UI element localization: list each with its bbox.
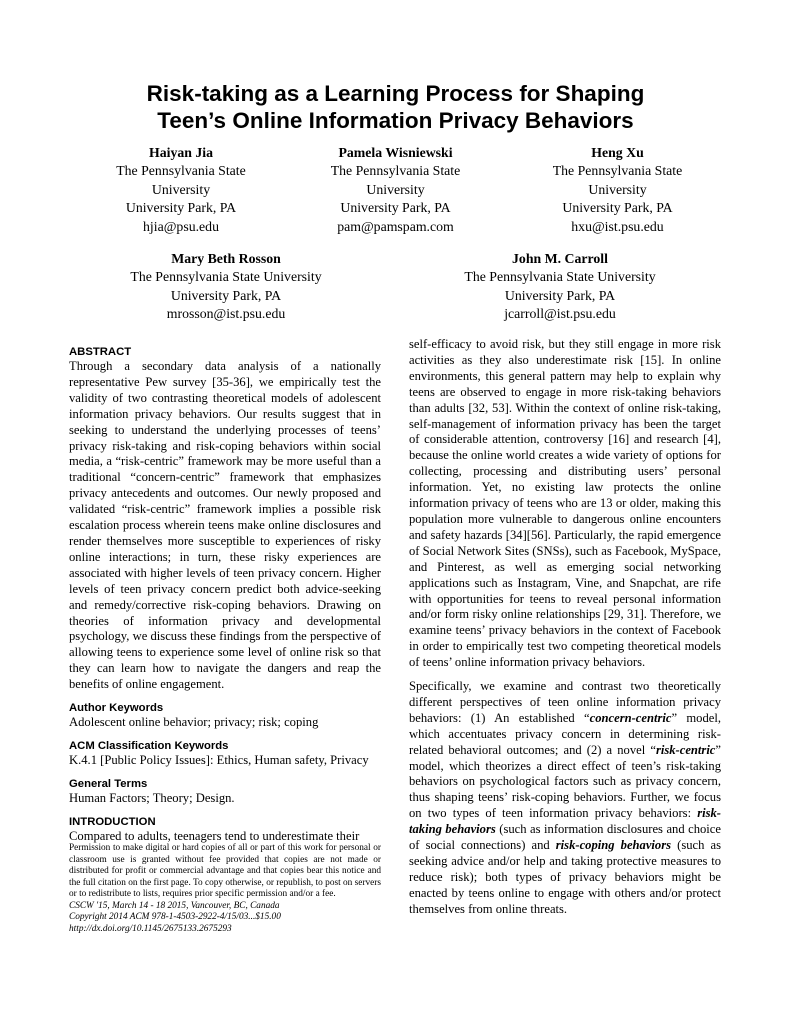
- author-affiliation: The Pennsylvania State: [330, 163, 461, 179]
- title-line-1: Risk-taking as a Learning Process for Shaping: [146, 81, 645, 106]
- copyright-line: Copyright 2014 ACM 978-1-4503-2922-4/15/03...$15.00: [69, 912, 281, 922]
- author-affiliation: University: [588, 181, 647, 197]
- author-email[interactable]: pam@pamspam.com: [337, 218, 454, 234]
- p2-text-a: Specifically, we examine and contrast two theoretically different perspectives of teen online information privacy behaviors: (1) An established “: [409, 679, 721, 725]
- p2-emph-risk-taking: risk-taking behaviors: [409, 806, 721, 837]
- author-affiliation: University: [151, 181, 211, 197]
- author-email[interactable]: mrosson@ist.psu.edu: [166, 306, 286, 322]
- right-paragraph-2: [409, 679, 721, 918]
- author-email[interactable]: hjia@psu.edu: [143, 218, 219, 234]
- author-location: University Park, PA: [125, 200, 237, 216]
- permission-block: [69, 843, 381, 935]
- abstract-text: Through a secondary data analysis of a nationally representative Pew survey [35-36], we empirically test the validity of two contrasting theoretical models of adolescent information privacy behaviors. Our results suggest that in seeking to understand the underlying processes of teens’ privacy risk-taking and risk-coping behaviors within social media, a “risk-centric” framework may be more useful than a traditional “concern-centric” framework that emphasizes privacy antecedents and outcomes. Our newly proposed and validated “risk-centric” framework implies a possible risk escalation process wherein teens make online disclosures and render themselves more susceptible to experiences of risky online interactions; in turn, these risky experiences are associated with higher levels of teen privacy concern. Higher levels of teen privacy concern predict both advice-seeking and remedy/corrective risk-coping behaviors. Drawing on theories of information privacy and developmental psychology, we discuss these findings from the perspective of allowing teens to experience some level of online risk so that they can learn how to navigate the dangers and reap the benefits of online engagement.: [69, 359, 381, 692]
- author-block-jia: [86, 144, 276, 236]
- author-location: University Park, PA: [340, 200, 451, 216]
- p2-emph-risk-coping: risk-coping behaviors: [555, 838, 672, 853]
- author-name: John M. Carroll: [512, 251, 608, 266]
- p2-emph-risk-centric: risk-centric: [655, 742, 716, 757]
- author-affiliation: The Pennsylvania State: [116, 163, 246, 179]
- general-terms-heading: General Terms: [69, 777, 148, 790]
- author-affiliation: University: [366, 181, 425, 197]
- author-email[interactable]: hxu@ist.psu.edu: [571, 218, 664, 234]
- author-block-xu: [520, 144, 715, 236]
- author-keywords-text: Adolescent online behavior; privacy; risk; coping: [69, 715, 319, 730]
- abstract-heading: ABSTRACT: [69, 346, 132, 358]
- author-block-carroll: [430, 250, 690, 324]
- permission-text: Permission to make digital or hard copies of all or part of this work for personal or classroom use is granted without fee provided that copies are not made or distributed for profit or commercial advantage and that copies bear this notice and the full citation on the first page. To copy otherwise, or republish, to post on servers or to redistribute to lists, requires prior specific permission and/or a fee.: [69, 843, 381, 899]
- author-location: University Park, PA: [170, 287, 282, 303]
- acm-keywords-text: K.4.1 [Public Policy Issues]: Ethics, Human safety, Privacy: [69, 752, 369, 767]
- author-block-rosson: [96, 250, 356, 324]
- right-column: [409, 337, 721, 918]
- general-terms-text: Human Factors; Theory; Design.: [69, 790, 235, 805]
- left-column: [69, 345, 381, 845]
- conference-line: CSCW '15, March 14 - 18 2015, Vancouver, BC, Canada: [69, 900, 280, 911]
- doi-link[interactable]: http://dx.doi.org/10.1145/2675133.2675293: [69, 923, 232, 934]
- p2-emph-concern-centric: concern-centric: [589, 710, 672, 725]
- right-paragraph-1: self-efficacy to avoid risk, but they still engage in more risk activities as they also underestimate risk [15]. In online environments, this general pattern may help to explain why teens are observed to engage in more risk-taking behaviors than adults [32, 53]. Within the context of online risk-taking, self-management of information privacy has been the target of considerable attention, controversy [16] and research [4], because the online world creates a wide variety of options for collecting, processing and distributing users’ personal information. Yet, no existing law protects the online information privacy of teens who are 13 or older, making this population more vulnerable to dangerous online encounters and safety hazards [34][56]. Particularly, the rapid emergence of Social Network Sites (SNSs), such as Facebook, MySpace, and Pinterest, as well as emerging social networking applications such as Instagram, Vine, and Snapchat, are rife with opportunities for teens to reveal personal information and/or form risky online relationships [29, 31]. Therefore, we examine teens’ privacy behaviors in the context of Facebook in order to empirically test two competing theoretical models of teens’ online information privacy behaviors.: [409, 337, 721, 670]
- author-affiliation: The Pennsylvania State University: [464, 269, 656, 285]
- author-location: University Park, PA: [562, 200, 673, 216]
- author-name: Pamela Wisniewski: [338, 145, 453, 160]
- author-keywords-heading: Author Keywords: [69, 702, 164, 715]
- paper-title: [60, 80, 731, 134]
- title-line-2: Teen’s Online Information Privacy Behaviors: [157, 108, 634, 133]
- author-email[interactable]: jcarroll@ist.psu.edu: [504, 306, 616, 322]
- p2-text-c: ” model, which accentuates privacy concern in determining risk-related behavioral outcomes; and (2) a novel “: [409, 710, 721, 757]
- p2-text-e: ” model, which theorizes a direct effect of teen’s risk-taking behaviors on psychological factors such as privacy concern, thus shaping teens’ risk-coping behaviors. Further, we focus on two types of teen information privacy behaviors:: [409, 742, 721, 821]
- author-location: University Park, PA: [504, 287, 616, 303]
- author-block-wisniewski: [298, 144, 493, 236]
- p2-text-g: (such as information disclosures and choice of social connections) and: [409, 822, 721, 853]
- introduction-heading: INTRODUCTION: [69, 815, 156, 828]
- author-name: Heng Xu: [591, 145, 644, 160]
- p2-text-i: (such as seeking advice and/or help and taking protective measures to reduce risk); both types of privacy behaviors might be enacted by teens online to engage with others and/or protect themselves from online threats.: [409, 838, 721, 916]
- author-name: Mary Beth Rosson: [171, 251, 281, 266]
- author-affiliation: The Pennsylvania State University: [130, 269, 322, 285]
- author-name: Haiyan Jia: [148, 145, 213, 160]
- author-affiliation: The Pennsylvania State: [552, 163, 683, 179]
- acm-keywords-heading: ACM Classification Keywords: [69, 739, 229, 752]
- introduction-text: Compared to adults, teenagers tend to underestimate their: [69, 828, 360, 843]
